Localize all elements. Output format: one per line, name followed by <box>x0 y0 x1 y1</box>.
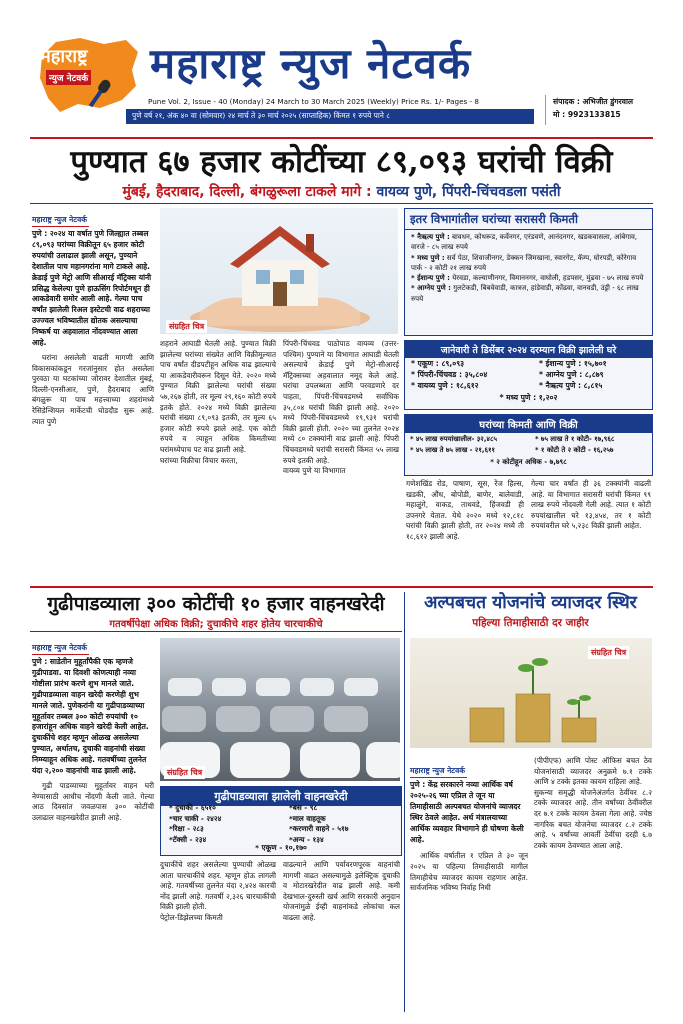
masthead <box>0 0 683 140</box>
avg-prices-key: * आग्नेय पुणे : <box>411 284 451 293</box>
avg-prices-value: येरवडा, कल्याणीनगर, विमाननगर, वाघोली, हडपसर, मुंढवा - ७५ लाख रुपये <box>452 274 644 283</box>
vehicle-box-right <box>289 803 348 845</box>
price-left-item: * ४५ लाख ते ७५ लाख - २१,६११ <box>410 445 496 454</box>
savings-headline: अल्पबचत योजनांचे व्याजदर स्थिर <box>424 593 637 613</box>
main-subhead-blue: वायव्य पुणे, पिंपरी-चिंचवडला पसंती <box>376 184 561 200</box>
avg-prices-box <box>404 208 653 336</box>
logo-line1: महाराष्ट्र <box>40 46 88 67</box>
avg-prices-row <box>411 273 648 283</box>
vehicle-box-total: * एकूण - १०,१७० <box>255 843 307 852</box>
price-right-col <box>535 434 614 455</box>
avg-prices-row <box>411 232 648 253</box>
parked-cars-icon <box>160 638 400 781</box>
vehicle-col1-body: गुढी पाडव्याच्या मुहूर्तावर वाहन घरी नेण्यासाठी आधीच नोंदणी केली जाते. गेल्या आठ दिवसांत जवळपास ३०० कोटींची उलाढाल वाहनखरेदीत झाली आहे. <box>32 780 154 822</box>
vehicle-box-item: *रिक्षा - २८३ <box>169 824 204 833</box>
main-col2-body: शहराने आघाडी घेतली आहे. पुण्यात विक्री झालेल्या घरांच्या संख्येत आणि विक्रीमूल्यात पाच वर्षांत दीडपटीहून अधिक वाढ झाल्याचे या आकडेवारीवरून दिसून येते. २०२० मध्ये पुण्यात विक्री झालेल्या घरांची संख्या ५७,२६७ होती, तर मूल्य २९,१६० कोटी रुपये इतके होते. २०२४ मध्ये विक्री झालेल्या घरांची संख्या ८९,०९३ इतकी, तर मूल्य ६५ हजार कोटी रुपये झाले आहे. एक कोटी रुपये व त्याहून अधिक किमतीच्या घरांमध्येपाच पट वाढ झाली आहे. घरांच्या विक्रीचा विचार करता, <box>160 339 276 465</box>
vehicle-col2-body: दुचाकींचे शहर असलेल्या पुण्याची ओळख आता चारचाकींचे शहर. म्हणून होऊ लागली आहे. गतवर्षीच्या तुलनेत यंदा २,४२४ कारची नोंद झाली आहे. गतवर्षी २,३२६ चारचाकींची विक्री झाली होती. पेट्रोल-डिझेलच्या किमती <box>160 860 276 922</box>
logo <box>34 34 144 116</box>
vehicle-box-item: *चार चाकी - २४२४ <box>169 813 222 823</box>
house-in-hands-icon <box>160 208 398 334</box>
main-col3-body: पिंपरी-चिंचवड पाठोपाठ वायव्य (उत्तर-पश्चिम) पुण्याने या विभागात आघाडी घेतली असल्याचे क्रेडाई पुणे मेट्रो-सीआरई मॅट्रिक्सच्या अहवालात नमूद केले आहे. घरांचा उपलब्धता आणि परवडणारे दर पाहता, पिंपरी-चिंचवडमध्ये सर्वाधिक ३५,८०४ घरांची विक्री झाली आहे. २०२० मध्ये पिंपरी-चिंचवडमध्ये १९,९३१ घरांची विक्री झाली होती. २०२० च्या तुलनेत २०२४ मध्ये ८० टक्क्यांनी वाढ झाली आहे. पिंपरी चिंचवडमध्ये घरांची सरासरी किंमत ५५ लाख रुपये इतकी आहे. वायव्य पुणे या विभागात <box>283 339 399 476</box>
savings-subhead: पहिल्या तिमाहीसाठी दर जाहीर <box>472 617 589 629</box>
price-center-item: * २ कोटीहून अधिक - ७,७९८ <box>490 458 567 466</box>
vehicle-box-item: *टॅक्सी - २३४ <box>169 834 207 844</box>
price-left-item: * ४५ लाख रुपयांखालील- ३२,४८५ <box>410 435 498 443</box>
avg-prices-value: सर्व पेठा, शिवाजीनगर, डेक्कन जिमखाना, स्वारगेट, कॅम्प, घोरपडी, कोरेगाव पार्क - २ कोटी २१ लाख रुपये <box>411 253 637 272</box>
editor: संपादक : अभिजीत डुंगरवाल <box>553 97 634 106</box>
cars-image-caption: संग्रहित चित्र <box>164 766 205 779</box>
logo-line2: न्युज नेटवर्क <box>46 70 91 85</box>
savings-col2-body: (पीपीएफ) आणि पोस्ट ऑफिस बचत ठेव योजनांसाठी व्याजदर अनुक्रमे ७.१ टक्के आणि ४ टक्के इतका कायम राहिला आहे. सुकन्या समृद्धी योजनेअंतर्गत ठेवींवर ८.२ टक्के व्याजदर आहे. तीन वर्षांच्या ठेवींवरील दर ७.१ टक्के कायम ठेवला गेला आहे. ज्येष्ठ नागरिक बचत योजनेचा व्याजदर ८.२ टक्के आहे. ५ वर्षांच्या आवर्ती ठेवींचा दरही ६.७ टक्के कायम ठेवण्यात आला आहे. <box>534 756 652 850</box>
avg-prices-key: * मध्य पुणे : <box>411 253 445 262</box>
sales-left-item: * एकूण : ८९,०९३ <box>411 359 465 368</box>
house-image-caption: संग्रहित चित्र <box>166 320 207 333</box>
avg-prices-value: गुलटेकडी, बिबवेवाडी, कात्रज, हांडेवाडी, कोंढवा, वानवडी, उंड्री - ६८ लाख रुपये <box>411 284 639 303</box>
masthead-rule <box>30 137 653 139</box>
price-right-item: * ७५ लाख ते १ कोटी- १७,९६८ <box>535 435 615 443</box>
vehicle-box-left <box>169 803 221 845</box>
sales-left-col <box>411 358 487 391</box>
coins-image-caption: संग्रहित चित्र <box>588 646 629 659</box>
main-col4-body: गणेशखिंड रोड, पाषाण, सूस, रेंज हिल्स, खडकी, औंध, बोपोडी, बाणेर, बालेवाडी, महाळुंगे, वाकड, ताथवडे, हिंजवडी ही उपनगरे येतात. येथे २०२० मध्ये १२,८१८ घरांची विक्री झाली होती, तर २०२४ मध्ये ती १८,६१२ झाली आहे. <box>406 479 524 541</box>
price-left-col <box>410 434 497 455</box>
vehicle-lead: पुणे : साडेतीन मुहूर्तांपैकी एक म्हणजे गुढीपाडवा. या दिवशी कोणत्याही नव्या गोष्टीला प्रारंभ करणे शुभ मानले जाते. गुढीपाडव्याला वाहन खरेदी करणेही शुभ मानले जाते. पुणेकरांनी या गुढीपाडव्याच्या मुहूर्तावर तब्बल ३०० कोटी रुपयांची १० हजारांहून अधिक वाहने खरेदी केली आहेत. दुचाकींचे शहर म्हणून ओळख असलेल्या पुण्यात, अर्थातच, दुचाकी वाहनांची संख्या निम्म्याहून अधिक आहे. गतवर्षीच्या तुलनेत यंदा २,२०० वाहनांची वाढ झाली आहे. <box>32 657 149 776</box>
avg-prices-row <box>411 253 648 274</box>
section-rule <box>30 586 653 588</box>
editor-divider <box>545 95 546 125</box>
sales-left-item: * पिंपरी-चिंचवड : ३५,८०४ <box>411 370 488 379</box>
sales-box-title: जानेवारी ते डिसेंबर २०२४ दरम्यान विक्री झालेली घरे <box>405 341 652 358</box>
vehicle-divider <box>30 631 402 632</box>
vehicle-box-item: *माल वाहतूक <box>289 813 326 823</box>
vehicle-box-item: *करणारी वाहने - ५१७ <box>289 824 349 833</box>
vehicle-byline: महाराष्ट्र न्युज नेटवर्क <box>32 643 89 655</box>
vehicle-lead-col <box>32 635 154 823</box>
price-box <box>404 414 653 476</box>
main-divider <box>30 203 653 204</box>
price-right-item: * १ कोटी ते २ कोटी - १६,२५७ <box>535 445 614 454</box>
paper-title: महाराष्ट्र न्युज नेटवर्क <box>150 39 472 88</box>
avg-prices-key: * ईशान्य पुणे : <box>411 274 450 283</box>
avg-prices-value: बावधन, कोथरूड, कर्वेनगर, एरंडवणे, आनंदनगर, खडकवासला, आंबेगाव, वारजे - ८५ लाख रुपये <box>411 233 638 252</box>
price-box-title: घरांच्या किमती आणि विक्री <box>405 415 652 433</box>
mobile: मो : 9923133815 <box>553 110 621 119</box>
vehicle-subhead: गतवर्षीपेक्षा अधिक विक्री; दुचाकीचे शहर होतेय चारचाकीचे <box>109 619 323 630</box>
coins-image <box>410 638 652 748</box>
main-subhead <box>30 182 653 201</box>
main-lead: पुणे : २०२४ या वर्षात पुणे जिल्ह्यात तब्बल ८९,०९३ घरांच्या विक्रीतून ६५ हजार कोटी रुपयांची उलाढाल झाली असून, पुण्याने देशातील पाच महानगरांना मागे टाकले आहे. क्रेडाई पुणे मेट्रो आणि सीआरई मॅट्रिक्स यांनी प्रसिद्ध केलेल्या पुणे हाऊसिंग रिपोर्टमधून ही आकडेवारी समोर आली आहे. गेल्या पाच वर्षांत झालेली रिअल इस्टेटची वाढ शहराच्या उज्ज्वल भविष्यातील द्योतक असल्याचा निष्कर्ष या अहवालात नोंदवण्यात आला आहे. <box>32 229 152 348</box>
sales-right-item: * आग्नेय पुणे : ८,८७९ <box>539 370 604 379</box>
main-byline: महाराष्ट्र न्युज नेटवर्क <box>32 215 89 227</box>
column-divider <box>404 592 405 1012</box>
vehicle-box <box>160 786 402 856</box>
sales-right-item: * नैऋत्य पुणे : ८,८१५ <box>539 381 603 390</box>
issue-line-mr <box>126 109 534 124</box>
main-lead-col <box>32 207 154 427</box>
vehicle-box-item: *बस - ९८ <box>289 803 318 812</box>
sales-right-item: * ईशान्य पुणे : १५,७०१ <box>539 359 607 368</box>
vehicle-col3-body: वाढल्याने आणि पर्यावरणपूरक वाहनांची मागणी वाढत असल्यामुळे इलेक्ट्रिक दुचाकी व मोटारखरेदीत वाढ झाली आहे. कमी देखभाल-दुरुस्ती खर्च आणि सरकारी अनुदान योजनांमुळे ईव्ही वाहनांकडे लोकांचा कल वाढला आहे. <box>283 860 400 922</box>
sales-center-item: * मध्य पुणे : १,२०२ <box>499 393 558 402</box>
savings-lead: पुणे : केंद्र सरकारने नव्या आर्थिक वर्ष २०२५-२६ च्या एप्रिल ते जून या तिमाहीसाठी अल्पबचत योजनांचे व्याजदर स्थिर ठेवले आहेत. अर्थ मंत्रालयाच्या आर्थिक व्यवहार विभागाने ही घोषणा केली आहे. <box>410 780 524 844</box>
vehicle-box-item: *अन्य - १३४ <box>289 834 324 844</box>
main-col1-body: घरांना असलेली वाढती मागणी आणि विकासकांकडून गरजांनुसार होत असलेला पुरवठा या घटकांच्या जोरावर देशातील मुंबई, दिल्ली-एनसीआर, पुणे, हैदराबाद आणि बंगळुरू या पाच महत्त्वाच्या शहरांमध्ये रेसिडेन्शियल मार्केटची घोडदौड सुरू आहे. त्यात पुणे <box>32 352 154 426</box>
avg-prices-title: इतर विभागांतील घरांच्या सरासरी किमती <box>405 209 652 230</box>
savings-col1-body: आर्थिक वर्षातील १ एप्रिल ते ३० जून २०२५ या पहिल्या तिमाहीसाठी मागील तिमाहीचेच व्याजदर कायम राहणार आहेत. सार्वजनिक भविष्य निर्वाह निधी <box>410 851 528 893</box>
savings-byline: महाराष्ट्र न्युज नेटवर्क <box>410 766 467 778</box>
main-subhead-red: मुंबई, हैदराबाद, दिल्ली, बंगळुरूला टाकले मागे : <box>122 184 377 200</box>
savings-lead-col <box>410 758 528 894</box>
cars-image <box>160 638 400 781</box>
vehicle-box-title: गुढीपाडव्याला झालेली वाहनखरेदी <box>161 787 401 806</box>
main-col5-body: गेल्या चार वर्षांत ही ३६ टक्क्यांनी वाढली आहे. या विभागात सरासरी घरांची किंमत ९९ लाख रुपये नोंदवली गेली आहे. त्यात १ कोटी रुपयांखालील घरे १३,४५४, तर १ कोटी रुपयांवरील घरे ५,२३८ विक्री झाली आहेत. <box>531 479 651 531</box>
vehicle-headline: गुढीपाडव्याला ३०० कोटींची १० हजार वाहनखरेदी <box>47 593 385 615</box>
issue-line-mr-text: पुणे वर्ष २१, अंक ४० वा (सोमवार) २४ मार्च ते ३० मार्च २०२५ (साप्ताहिक) किंमत १ रुपये पाने ८ <box>132 111 391 120</box>
house-image <box>160 208 398 334</box>
avg-prices-row <box>411 283 648 304</box>
avg-prices-key: * नैऋत्य पुणे : <box>411 233 450 241</box>
sales-left-item: * वायव्य पुणे : १८,६१२ <box>411 381 479 390</box>
sales-right-col <box>539 358 607 391</box>
main-headline: पुण्यात ६७ हजार कोटींच्या ८९,०९३ घरांची विक्री <box>70 144 613 180</box>
vehicle-box-item: * दुचाकी - ६५१० <box>169 803 216 812</box>
issue-line-en: Pune Vol. 2, Issue - 40 (Monday) 24 March to 30 March 2025 (Weekly) Price Rs. 1/- Pages - 8 <box>148 97 479 106</box>
sales-box <box>404 340 653 410</box>
